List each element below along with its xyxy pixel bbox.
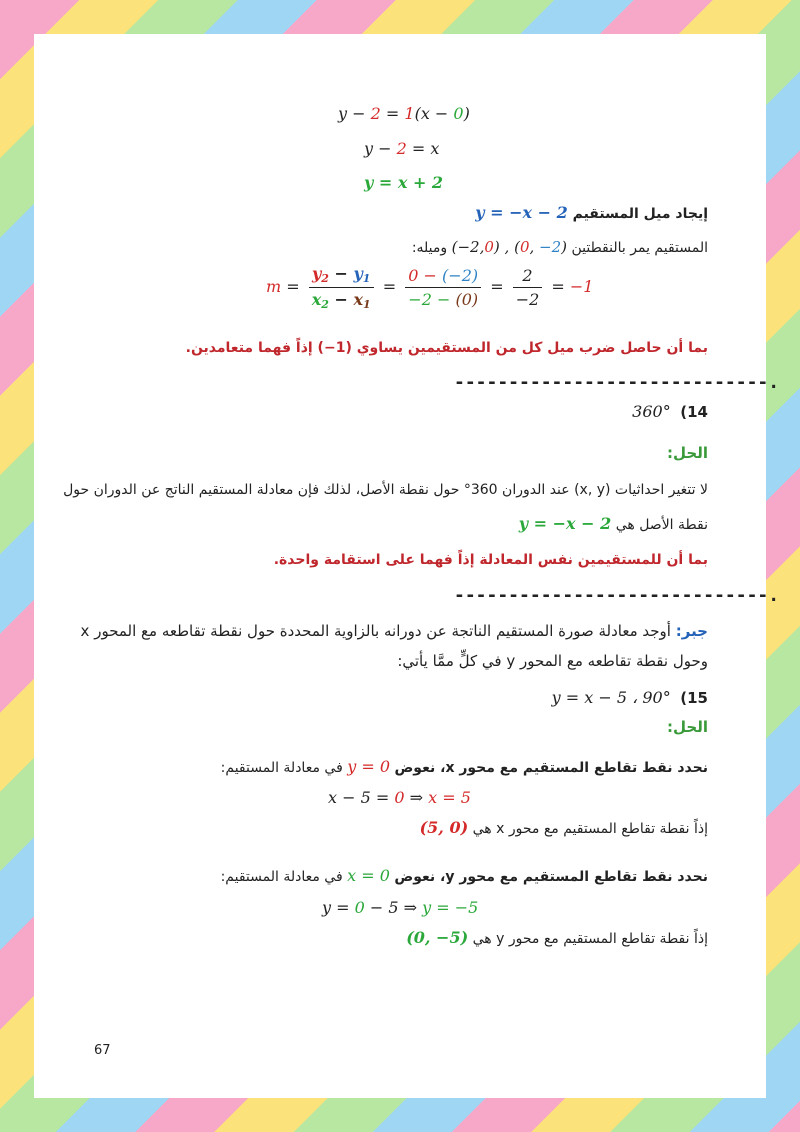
q14-explanation-line2: نقطة الأصل هي y = −x − 2 xyxy=(518,514,708,533)
conclusion-perpendicular: بما أن حاصل ضرب ميل كل من المستقيمين يساوي (1−) إذاً فهما متعامدين. xyxy=(185,340,708,356)
solution-label-15: الحل: xyxy=(667,718,708,736)
fraction-symbolic: $\frac{y_2 - y_1}{x_2 - x_1}$ xyxy=(309,264,374,311)
equation-2: y − 2 = x xyxy=(364,139,440,158)
algebra-instruction-line2: وحول نقطة تقاطعه مع المحور y في كلٍّ ممَّا يأتي: xyxy=(397,652,708,670)
y-intercept-heading: نحدد نقط تقاطع المستقيم مع محور y، نعوض x = 0 في معادلة المستقيم: xyxy=(220,866,708,885)
dashed-separator-2: -----------------------------. xyxy=(454,585,780,606)
conclusion-collinear: بما أن للمستقيمين نفس المعادلة إذاً فهما على استقامة واحدة. xyxy=(273,552,708,568)
q14-explanation-line1: لا تتغير احداثيات (x, y) عند الدوران 360° حول نقطة الأصل، لذلك فإن معادلة المستقيم الناتج عن الدوران حول xyxy=(63,482,708,498)
fraction-simplified: $\frac{2}{-2}$ xyxy=(513,266,543,309)
algebra-instruction-line1: جبر: أوجد معادلة صورة المستقيم الناتجة عن دورانه بالزاوية المحددة حول نقطة تقاطعه مع المحور x xyxy=(80,622,708,640)
slope-formula: m = $\frac{y_2 - y_1}{x_2 - x_1}$ = $\frac{0 - (-2)}{-2 - (0)}$ = $\frac{2}{-2}$ = −1 xyxy=(266,264,594,311)
y-intercept-result: إذاً نقطة تقاطع المستقيم مع محور y هي (0, −5) xyxy=(406,928,708,947)
question-14: 14) 360° xyxy=(632,402,708,421)
solution-label-14: الحل: xyxy=(667,444,708,462)
equation-3: y = x + 2 xyxy=(364,173,444,192)
y-intercept-equation: y = 0 − 5 ⇒ y = −5 xyxy=(322,898,479,917)
equation-1: y − 2 = 1(x − 0) xyxy=(338,104,470,123)
x-intercept-equation: x − 5 = 0 ⇒ x = 5 xyxy=(328,788,471,807)
question-15: 15) 90° ، y = x − 5 xyxy=(551,688,708,707)
page-number: 67 xyxy=(94,1043,111,1058)
dashed-separator-1: -----------------------------. xyxy=(454,372,780,393)
x-intercept-result: إذاً نقطة تقاطع المستقيم مع محور x هي (5, 0) xyxy=(419,818,708,837)
x-intercept-heading: نحدد نقط تقاطع المستقيم مع محور x، نعوض y = 0 في معادلة المستقيم: xyxy=(220,757,708,776)
fraction-numeric: $\frac{0 - (-2)}{-2 - (0)}$ xyxy=(405,266,481,309)
slope-heading: إيجاد ميل المستقيم y = −x − 2 xyxy=(475,203,708,222)
points-line: المستقيم يمر بالنقطتين (−2,0) , (0, −2) وميله: xyxy=(411,238,708,256)
